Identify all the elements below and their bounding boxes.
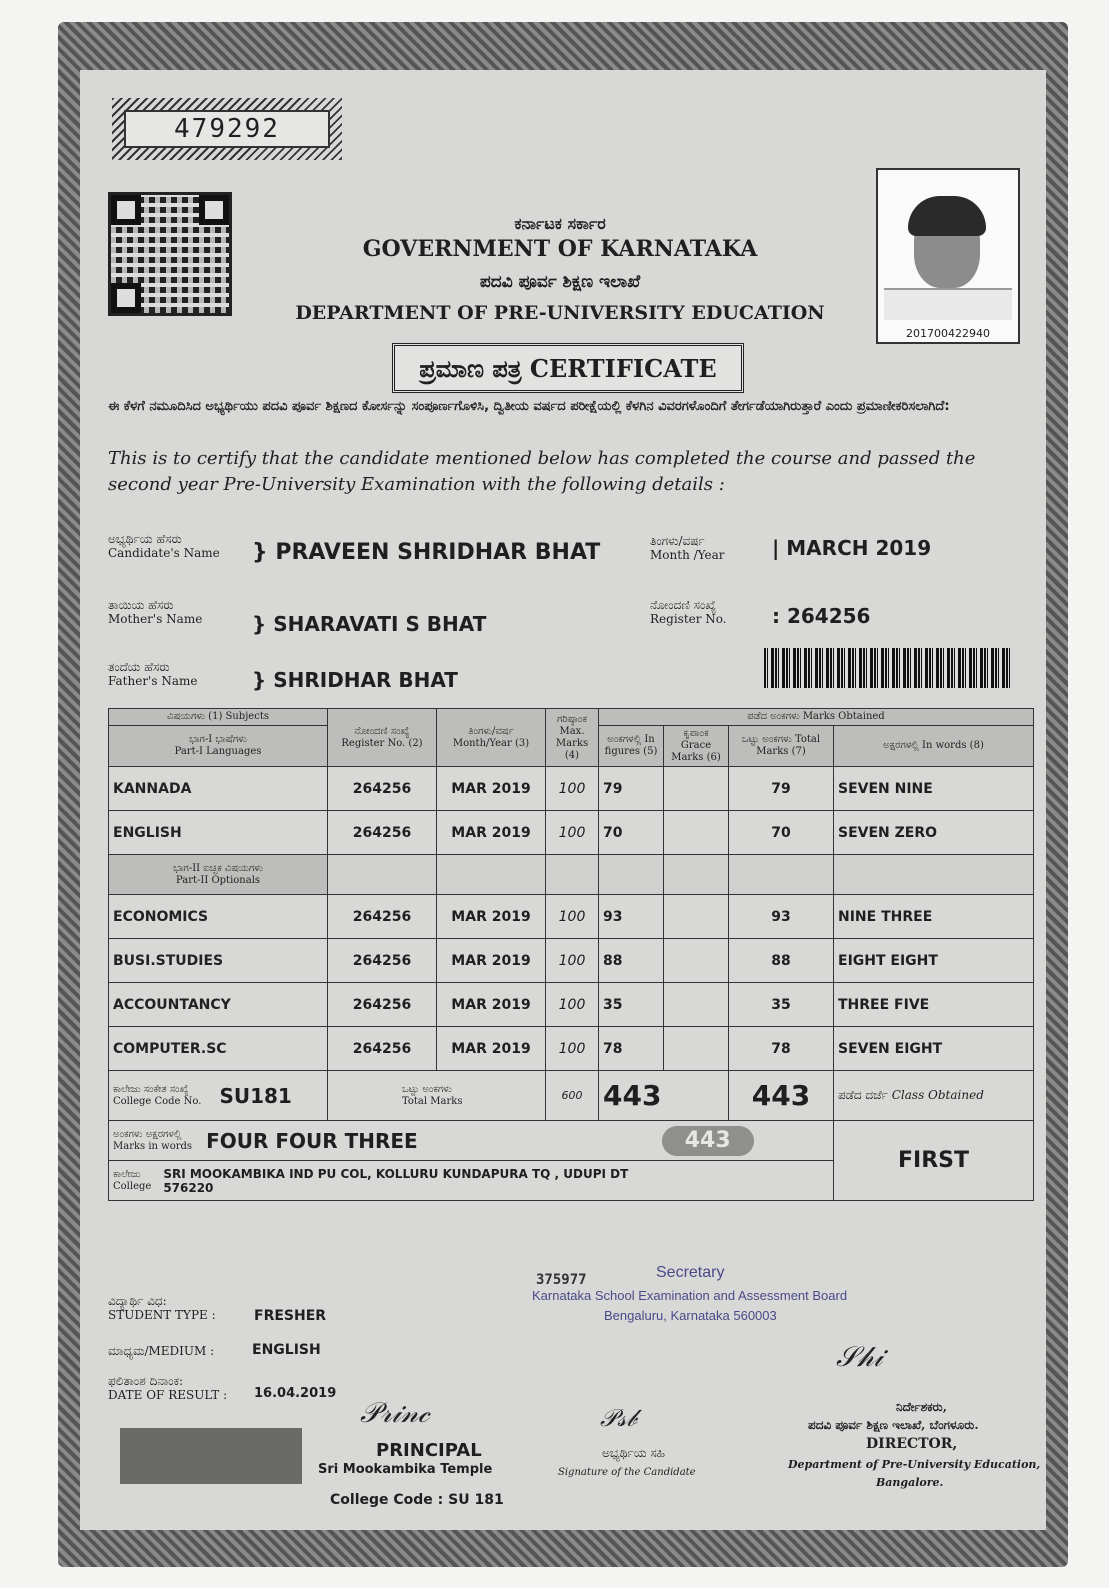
header-register: ನೋಂದಣಿ ಸಂಖ್ಯೆ Register No. (2) <box>328 709 437 767</box>
candidate-name-label: ಅಭ್ಯರ್ಥಿಯ ಹೆಸರು Candidate's Name <box>108 532 220 560</box>
max-total: 600 <box>546 1071 599 1121</box>
result-date: 16.04.2019 <box>254 1386 337 1401</box>
candidate-signature-icon: 𝒫𝓈𝒷 <box>600 1404 637 1432</box>
medium-label: ಮಾಧ್ಯಮ/MEDIUM : <box>108 1344 215 1358</box>
serial-number-box <box>112 98 342 160</box>
mother-name: } SHARAVATI S BHAT <box>252 612 487 636</box>
stamp-board: Karnataka School Examination and Assessment Board <box>532 1288 848 1303</box>
stamp-title: Secretary <box>656 1264 725 1281</box>
college-code-label: ಕಾಲೇಜು ಸಂಕೇತ ಸಂಖ್ಯೆ College Code No. <box>113 1083 202 1107</box>
header-part1: ಭಾಗ-I ಭಾಷೆಗಳು Part-I Languages <box>109 726 328 767</box>
govt-title-kn: ಕರ್ನಾಟಕ ಸರ್ಕಾರ <box>514 214 606 233</box>
month-year-label: ತಿಂಗಳು/ವರ್ಷ Month /Year <box>650 534 725 562</box>
redacted-box <box>120 1428 302 1484</box>
principal-signature-icon: 𝒫𝓇𝒾𝓃𝒸 <box>360 1396 430 1429</box>
header-words: ಅಕ್ಷರಗಳಲ್ಲಿ In words (8) <box>834 726 1034 767</box>
candidate-name: } PRAVEEN SHRIDHAR BHAT <box>252 540 601 565</box>
stamp-number: 375977 <box>536 1272 587 1288</box>
principal-title: PRINCIPAL <box>376 1440 482 1461</box>
college-name: SRI MOOKAMBIKA IND PU COL, KOLLURU KUNDAPURA TQ , UDUPI DT <box>163 1166 629 1181</box>
candidate-signature-kn: ಅಭ್ಯರ್ಥಿಯ ಸಹಿ <box>602 1446 666 1460</box>
class-obtained: FIRST <box>834 1121 1034 1201</box>
total-words: FOUR FOUR THREE <box>206 1128 418 1153</box>
month-year: | MARCH 2019 <box>772 536 932 560</box>
govt-title: GOVERNMENT OF KARNATAKA <box>362 236 758 262</box>
college-code-footer: College Code : SU 181 <box>330 1492 504 1508</box>
totals-row: ಕಾಲೇಜು ಸಂಕೇತ ಸಂಖ್ಯೆ College Code No. SU181 ಒಟ್ಟು ಅಂಕಗಳು Total Marks 600 443 443 ಪಡೆದ ದರ್ಜೆ Class Obtained <box>109 1071 1034 1121</box>
table-row: COMPUTER.SC 264256 MAR 2019 100 78 78 SEVEN EIGHT <box>109 1027 1034 1071</box>
director-city: Bangalore. <box>876 1476 944 1489</box>
header-month: ತಿಂಗಳು/ವರ್ಷ Month/Year (3) <box>437 709 546 767</box>
principal-college: Sri Mookambika Temple <box>318 1462 493 1477</box>
total-marks-label: ಒಟ್ಟು ಅಂಕಗಳು Total Marks <box>402 1083 463 1107</box>
header-max: ಗರಿಷ್ಠಾಂಕ Max. Marks (4) <box>546 709 599 767</box>
total-marks: 443 <box>729 1071 834 1121</box>
college-label: ಕಾಲೇಜು College <box>113 1168 152 1192</box>
header-total: ಒಟ್ಟು ಅಂಕಗಳು Total Marks (7) <box>729 726 834 767</box>
header-part2: ಭಾಗ-II ಐಚ್ಛಿಕ ವಿಷಯಗಳು Part-II Optionals <box>109 855 328 895</box>
barcode-icon <box>764 648 1010 688</box>
header-figures: ಅಂಕಗಳಲ್ಲಿ In figures (5) <box>599 726 664 767</box>
student-type-label: ವಿದ್ಯಾರ್ಥಿ ವಿಧ: STUDENT TYPE : <box>108 1294 216 1322</box>
table-row: ENGLISH 264256 MAR 2019 100 70 70 SEVEN ZERO <box>109 811 1034 855</box>
qr-code-icon <box>108 192 232 316</box>
marks-words-label: ಅಂಕಗಳು ಅಕ್ಷರಗಳಲ್ಲಿ Marks in words <box>113 1128 193 1152</box>
total-figures: 443 <box>599 1071 729 1121</box>
table-row: KANNADA 264256 MAR 2019 100 79 79 SEVEN NINE <box>109 767 1034 811</box>
student-type: FRESHER <box>254 1308 327 1324</box>
mother-name-label: ತಾಯಿಯ ಹೆಸರು Mother's Name <box>108 598 203 626</box>
medium: ENGLISH <box>252 1342 321 1358</box>
table-row: ACCOUNTANCY 264256 MAR 2019 100 35 35 THREE FIVE <box>109 983 1034 1027</box>
director-dept: Department of Pre-University Education, <box>788 1458 1041 1471</box>
director-title: DIRECTOR, <box>866 1436 958 1452</box>
dept-title-kn: ಪದವಿ ಪೂರ್ವ ಶಿಕ್ಷಣ ಇಲಾಖೆ <box>479 272 641 292</box>
director-dept-kn: ಪದವಿ ಪೂರ್ವ ಶಿಕ್ಷಣ ಇಲಾಖೆ, ಬೆಂಗಳೂರು. <box>808 1418 979 1432</box>
college-code: SU181 <box>219 1083 292 1108</box>
candidate-photo <box>876 168 1020 344</box>
college-no: 576220 <box>163 1180 214 1195</box>
table-row: ECONOMICS 264256 MAR 2019 100 93 93 NINE THREE <box>109 895 1034 939</box>
father-name: } SHRIDHAR BHAT <box>252 668 458 692</box>
header-grace: ಕೃಪಾಂಕ Grace Marks (6) <box>664 726 729 767</box>
dept-title: DEPARTMENT OF PRE-UNIVERSITY EDUCATION <box>295 302 825 324</box>
words-row <box>109 1121 1034 1161</box>
statement-en: This is to certify that the candidate mentioned below has completed the course and passed the second year Pre-University Examination with the following details : <box>108 448 976 495</box>
total-badge: 443 <box>662 1126 754 1156</box>
photo-id: 201700422940 <box>906 327 990 340</box>
certificate-title: ಪ್ರಮಾಣ ಪತ್ರ CERTIFICATE <box>392 343 744 393</box>
serial-number: 479292 <box>124 110 330 148</box>
director-signature-icon: 𝒮𝒽𝒾 <box>836 1340 883 1373</box>
stamp-city: Bengaluru, Karnataka 560003 <box>604 1308 777 1323</box>
table-row: BUSI.STUDIES 264256 MAR 2019 100 88 88 EIGHT EIGHT <box>109 939 1034 983</box>
result-date-label: ಫಲಿತಾಂಶ ದಿನಾಂಕ: DATE OF RESULT : <box>108 1374 228 1402</box>
header-marks-obtained: ಪಡೆದ ಅಂಕಗಳು Marks Obtained <box>599 709 1034 726</box>
statement-kn: ಈ ಕೆಳಗೆ ನಮೂದಿಸಿದ ಅಭ್ಯರ್ಥಿಯು ಪದವಿ ಪೂರ್ವ ಶಿಕ್ಷಣದ ಕೋರ್ಸನ್ನು ಸಂಪೂರ್ಣಗೊಳಿಸಿ, ದ್ವಿತೀಯ ವರ್ಷದ ಪರೀಕ್ಷೆಯಲ್ಲಿ ಕೆಳಗಿನ ವಿವರಗಳೊಂದಿಗೆ ತೇರ್ಗಡೆಯಾಗಿರುತ್ತಾರೆ ಎಂದು ಪ್ರಮಾಣೀಕರಿಸಲಾಗಿದೆ: <box>108 399 950 414</box>
marks-table <box>108 708 1034 1201</box>
register-no-label: ನೋಂದಣಿ ಸಂಖ್ಯೆ Register No. <box>650 598 727 626</box>
header-subjects: ವಿಷಯಗಳು (1) Subjects <box>109 709 328 726</box>
director-kn: ನಿರ್ದೇಶಕರು, <box>896 1400 947 1414</box>
father-name-label: ತಂದೆಯ ಹೆಸರು Father's Name <box>108 660 198 688</box>
register-no: : 264256 <box>772 604 871 628</box>
candidate-signature-label: Signature of the Candidate <box>558 1467 696 1478</box>
